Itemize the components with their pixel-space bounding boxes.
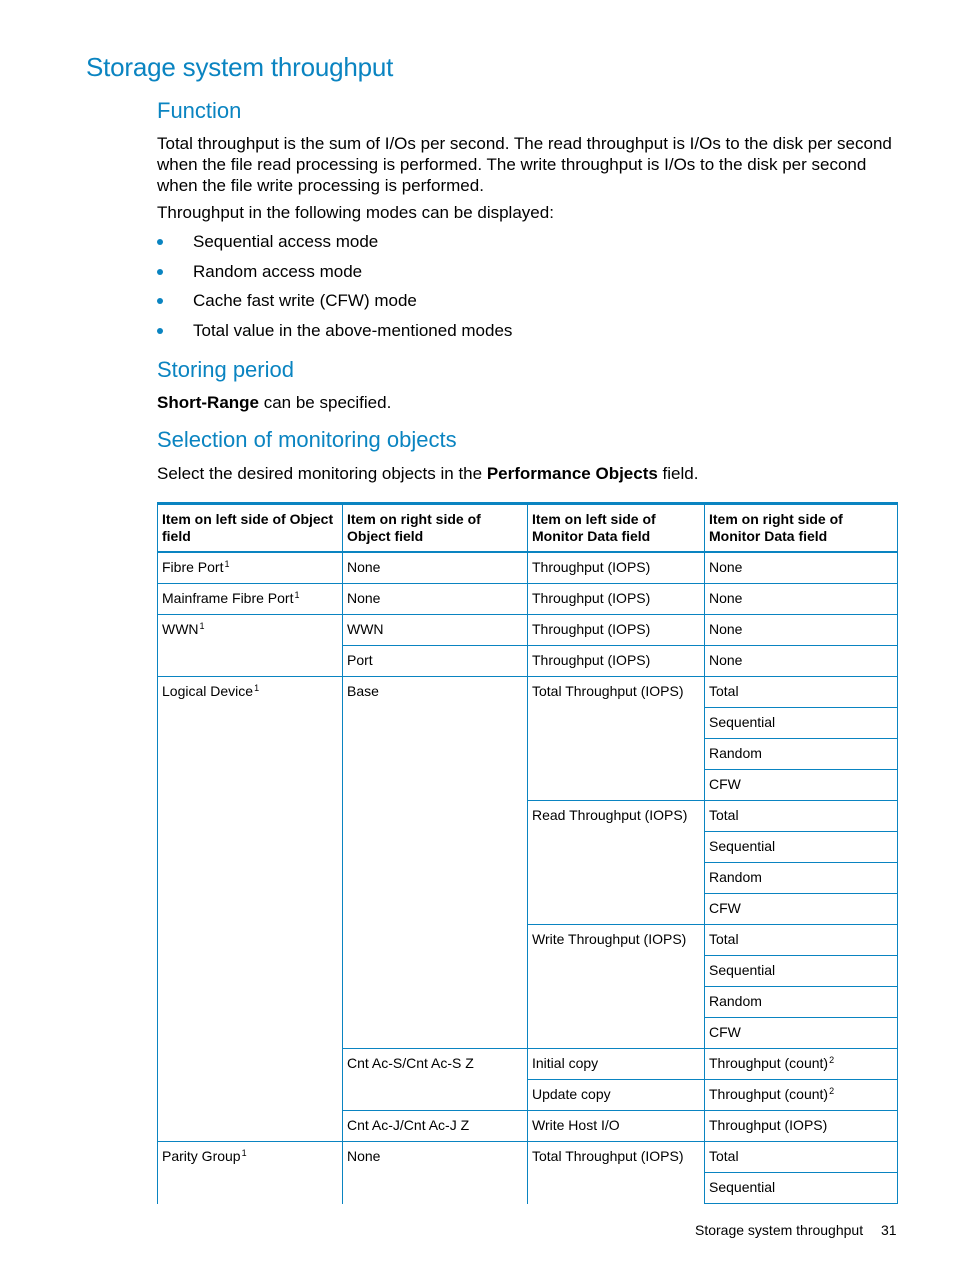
bullet-icon bbox=[157, 239, 163, 245]
column-header: Item on right side of Object field bbox=[343, 504, 528, 553]
bullet-icon bbox=[157, 298, 163, 304]
table-cell: Write Host I/O bbox=[528, 1111, 705, 1142]
modes-intro: Throughput in the following modes can be displayed: bbox=[157, 203, 554, 222]
table-cell: Sequential bbox=[705, 832, 898, 863]
table-cell: Throughput (IOPS) bbox=[528, 615, 705, 646]
selection-heading: Selection of monitoring objects bbox=[157, 427, 457, 452]
table-cell: Port bbox=[343, 646, 528, 677]
function-heading: Function bbox=[157, 98, 242, 123]
table-cell: Throughput (IOPS) bbox=[528, 646, 705, 677]
table-cell: Throughput (IOPS) bbox=[528, 584, 705, 615]
table-cell: Total bbox=[705, 925, 898, 956]
table-cell: Cnt Ac-J/Cnt Ac-J Z bbox=[343, 1111, 528, 1142]
table-cell: Logical Device$^1$ bbox=[158, 677, 343, 1142]
function-paragraph: Total throughput is the sum of I/Os per second. The read throughput is I/Os to the disk per second when the file read processing is performed. The write throughput is I/Os to the disk per second when the file write processing is performed. bbox=[157, 134, 892, 195]
list-item: Random access mode bbox=[157, 260, 512, 290]
table-cell: Sequential bbox=[705, 956, 898, 987]
table-cell: Total bbox=[705, 801, 898, 832]
page-number: 31 bbox=[881, 1222, 897, 1238]
table-header-row bbox=[158, 504, 898, 553]
monitoring-objects-table bbox=[157, 502, 898, 1204]
storing-period-text: Short-Range can be specified. bbox=[157, 393, 392, 412]
table-row bbox=[158, 552, 898, 584]
table-cell: Update copy bbox=[528, 1080, 705, 1111]
page-title: Storage system throughput bbox=[86, 52, 394, 82]
table-row bbox=[158, 584, 898, 615]
selection-text: Select the desired monitoring objects in the Performance Objects field. bbox=[157, 464, 699, 483]
table-cell: Throughput (count)$^2$ bbox=[705, 1080, 898, 1111]
storing-period-heading: Storing period bbox=[157, 357, 294, 382]
bullet-icon bbox=[157, 328, 163, 334]
table-cell: Base bbox=[343, 677, 528, 1049]
table-cell: Fibre Port$^1$ bbox=[158, 552, 343, 584]
table-cell: Read Throughput (IOPS) bbox=[528, 801, 705, 925]
table-cell: None bbox=[343, 1142, 528, 1204]
table-row bbox=[158, 615, 898, 646]
table-cell: Parity Group$^1$ bbox=[158, 1142, 343, 1204]
table-cell: Sequential bbox=[705, 1173, 898, 1204]
table-cell: WWN bbox=[343, 615, 528, 646]
table-cell: Throughput (count)$^2$ bbox=[705, 1049, 898, 1080]
table-cell: Random bbox=[705, 739, 898, 770]
table-cell: Total bbox=[705, 1142, 898, 1173]
table-cell: Sequential bbox=[705, 708, 898, 739]
table-row bbox=[158, 1142, 898, 1173]
table-cell: Total Throughput (IOPS) bbox=[528, 1142, 705, 1204]
table-cell: CFW bbox=[705, 894, 898, 925]
table-cell: Mainframe Fibre Port$^1$ bbox=[158, 584, 343, 615]
table-cell: None bbox=[705, 552, 898, 584]
footer-title: Storage system throughput bbox=[695, 1222, 864, 1238]
table-cell: Total Throughput (IOPS) bbox=[528, 677, 705, 801]
table-cell: None bbox=[343, 584, 528, 615]
table-cell: WWN$^1$ bbox=[158, 615, 343, 677]
table-cell: None bbox=[705, 584, 898, 615]
table-cell: Total bbox=[705, 677, 898, 708]
table-cell: None bbox=[705, 646, 898, 677]
table-cell: Random bbox=[705, 863, 898, 894]
table-cell: Throughput (IOPS) bbox=[705, 1111, 898, 1142]
table-cell: Cnt Ac-S/Cnt Ac-S Z bbox=[343, 1049, 528, 1111]
table-row bbox=[158, 677, 898, 708]
column-header: Item on left side of Object field bbox=[158, 504, 343, 553]
table-cell: Random bbox=[705, 987, 898, 1018]
table-cell: Throughput (IOPS) bbox=[528, 552, 705, 584]
table-cell: None bbox=[705, 615, 898, 646]
list-item: Sequential access mode bbox=[157, 230, 512, 260]
table-cell: None bbox=[343, 552, 528, 584]
table-cell: CFW bbox=[705, 770, 898, 801]
table-cell: Initial copy bbox=[528, 1049, 705, 1080]
column-header: Item on right side of Monitor Data field bbox=[705, 504, 898, 553]
modes-list bbox=[157, 230, 512, 349]
column-header: Item on left side of Monitor Data field bbox=[528, 504, 705, 553]
table-cell: CFW bbox=[705, 1018, 898, 1049]
list-item: Cache fast write (CFW) mode bbox=[157, 289, 512, 319]
list-item: Total value in the above-mentioned modes bbox=[157, 319, 512, 349]
table-cell: Write Throughput (IOPS) bbox=[528, 925, 705, 1049]
bullet-icon bbox=[157, 269, 163, 275]
